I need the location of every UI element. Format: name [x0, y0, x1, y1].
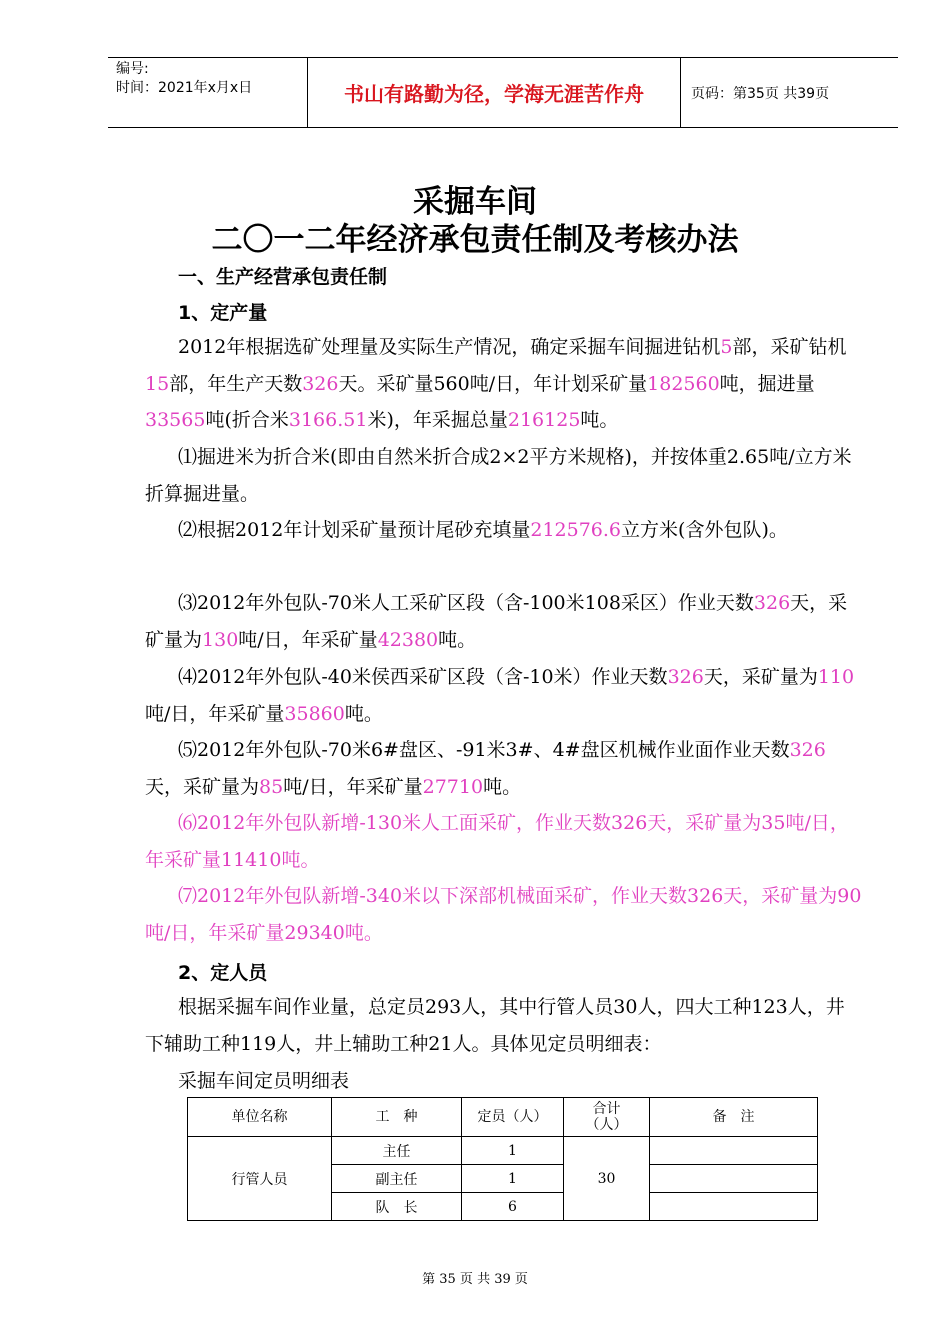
table-header-cell: 单位名称 [188, 1098, 332, 1137]
job-cell: 副主任 [332, 1165, 462, 1193]
section-heading-2: 2、定人员 [178, 962, 268, 984]
table-row [188, 1137, 818, 1165]
table-header-cell: 工 种 [332, 1098, 462, 1137]
total-cell: 30 [564, 1137, 650, 1221]
staff-table [187, 1097, 818, 1221]
table-header-cell: 备 注 [650, 1098, 818, 1137]
paragraph-item-6: ⑹2012年外包队新增-130米人工面采矿，作业天数326天，采矿量为35吨/日，年采矿量11410吨。 [145, 812, 849, 871]
paragraph-item-4: ⑷2012年外包队-40米侯西采矿区段（含-10米）作业天数326天，采矿量为110吨/日，年采矿量35860吨。 [145, 666, 855, 725]
table-header-cell: 合计（人） [564, 1098, 650, 1137]
paragraph-item-5: ⑸2012年外包队-70米6#盘区、-91米3#、4#盘区机械作业面作业天数326天，采矿量为85吨/日，年采矿量27710吨。 [145, 739, 826, 798]
job-cell: 队 长 [332, 1193, 462, 1221]
table-header-cell: 定员（人） [462, 1098, 564, 1137]
header-page-info: 页码：第35页 共39页 [691, 85, 830, 102]
paragraph-staffing: 根据采掘车间作业量，总定员293人，其中行管人员30人，四大工种123人，井下辅助工种119人，井上辅助工种21人。具体见定员明细表： [145, 996, 845, 1055]
count-cell: 1 [462, 1165, 564, 1193]
header-slogan: 书山有路勤为径，学海无涯苦作舟 [308, 58, 681, 127]
paragraph-item-2: ⑵根据2012年计划采矿量预计尾砂充填量212576.6立方米(含外包队)。 [178, 519, 788, 541]
paragraph-item-3: ⑶2012年外包队-70米人工采矿区段（含-100米108采区）作业天数326天，采矿量为130吨/日，年采矿量42380吨。 [145, 592, 848, 651]
section-heading-1: 一、生产经营承包责任制 [178, 266, 388, 288]
doc-title-line1: 采掘车间 [413, 184, 537, 220]
count-cell: 6 [462, 1193, 564, 1221]
paragraph-item-1: ⑴掘进米为折合米(即由自然米折合成2×2平方米规格)，并按体重2.65吨/立方米折算掘进量。 [145, 446, 852, 505]
section-heading-1-1: 1、定产量 [178, 302, 268, 324]
remark-cell [650, 1165, 818, 1193]
doc-time: 时间：2021年x月x日 [116, 80, 253, 96]
doc-title-line2: 二〇一二年经济承包责任制及考核办法 [211, 222, 739, 258]
paragraph-item-7: ⑺2012年外包队新增-340米以下深部机械面采矿，作业天数326天，采矿量为90吨/日，年采矿量29340吨。 [145, 885, 862, 944]
count-cell: 1 [462, 1137, 564, 1165]
remark-cell [650, 1137, 818, 1165]
page-footer: 第 35 页 共 39 页 [422, 1272, 528, 1287]
paragraph-production: 2012年根据选矿处理量及实际生产情况，确定采掘车间掘进钻机5部，采矿钻机15部，年生产天数326天。采矿量560吨/日，年计划采矿量182560吨，掘进量33565吨(折合米3166.51米)，年采掘总量216125吨。 [145, 336, 847, 431]
header-meta [108, 58, 308, 127]
doc-number-label: 编号: [116, 61, 149, 77]
table-caption: 采掘车间定员明细表 [178, 1070, 350, 1092]
unit-name-cell: 行管人员 [188, 1137, 332, 1221]
page-header [108, 57, 898, 128]
remark-cell [650, 1193, 818, 1221]
table-header-row [188, 1098, 818, 1137]
job-cell: 主任 [332, 1137, 462, 1165]
